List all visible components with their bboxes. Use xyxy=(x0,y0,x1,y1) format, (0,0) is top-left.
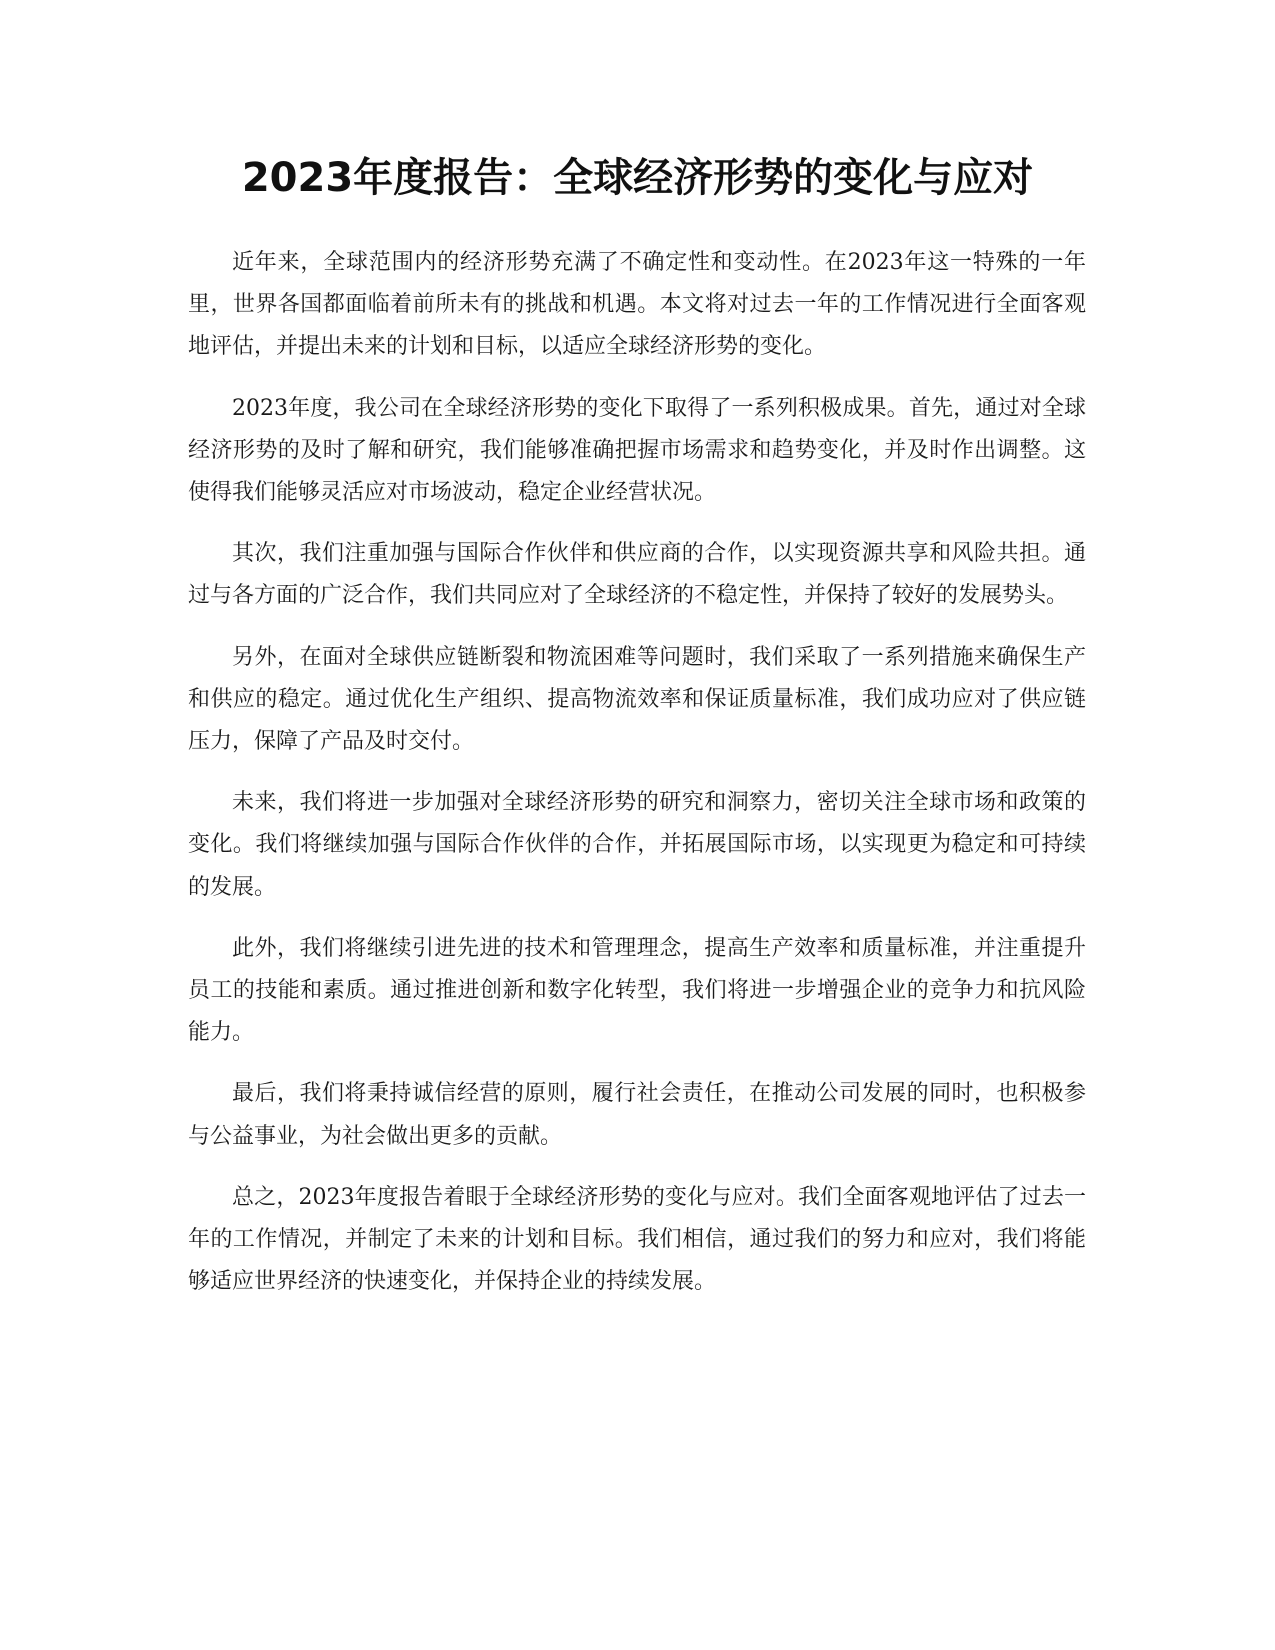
paragraph-future-plans: 未来，我们将进一步加强对全球经济形势的研究和洞察力，密切关注全球市场和政策的变化。我们将继续加强与国际合作伙伴的合作，并拓展国际市场，以实现更为稳定和可持续的发展。 xyxy=(188,790,1086,900)
paragraph-social-responsibility: 最后，我们将秉持诚信经营的原则，履行社会责任，在推动公司发展的同时，也积极参与公益事业，为社会做出更多的贡献。 xyxy=(188,1081,1086,1149)
paragraph-achievements: 2023年度，我公司在全球经济形势的变化下取得了一系列积极成果。首先，通过对全球经济形势的及时了解和研究，我们能够准确把握市场需求和趋势变化，并及时作出调整。这使得我们能够灵活应对市场波动，稳定企业经营状况。 xyxy=(188,395,1086,506)
paragraph-cooperation: 其次，我们注重加强与国际合作伙伴和供应商的合作，以实现资源共享和风险共担。通过与各方面的广泛合作，我们共同应对了全球经济的不稳定性，并保持了较好的发展势头。 xyxy=(188,541,1086,609)
paragraph-technology: 此外，我们将继续引进先进的技术和管理理念，提高生产效率和质量标准，并注重提升员工的技能和素质。通过推进创新和数字化转型，我们将进一步增强企业的竞争力和抗风险能力。 xyxy=(188,935,1086,1046)
document-title: 2023年度报告：全球经济形势的变化与应对 xyxy=(241,155,1034,201)
document-body xyxy=(188,242,1086,1322)
paragraph-conclusion: 总之，2023年度报告着眼于全球经济形势的变化与应对。我们全面客观地评估了过去一年的工作情况，并制定了未来的计划和目标。我们相信，通过我们的努力和应对，我们将能够适应世界经济的快速变化，并保持企业的持续发展。 xyxy=(188,1184,1086,1295)
paragraph-supply-chain: 另外，在面对全球供应链断裂和物流困难等问题时，我们采取了一系列措施来确保生产和供应的稳定。通过优化生产组织、提高物流效率和保证质量标准，我们成功应对了供应链压力，保障了产品及时交付。 xyxy=(188,644,1086,755)
paragraph-intro: 近年来，全球范围内的经济形势充满了不确定性和变动性。在2023年这一特殊的一年里，世界各国都面临着前所未有的挑战和机遇。本文将对过去一年的工作情况进行全面客观地评估，并提出未来的计划和目标，以适应全球经济形势的变化。 xyxy=(188,250,1086,360)
